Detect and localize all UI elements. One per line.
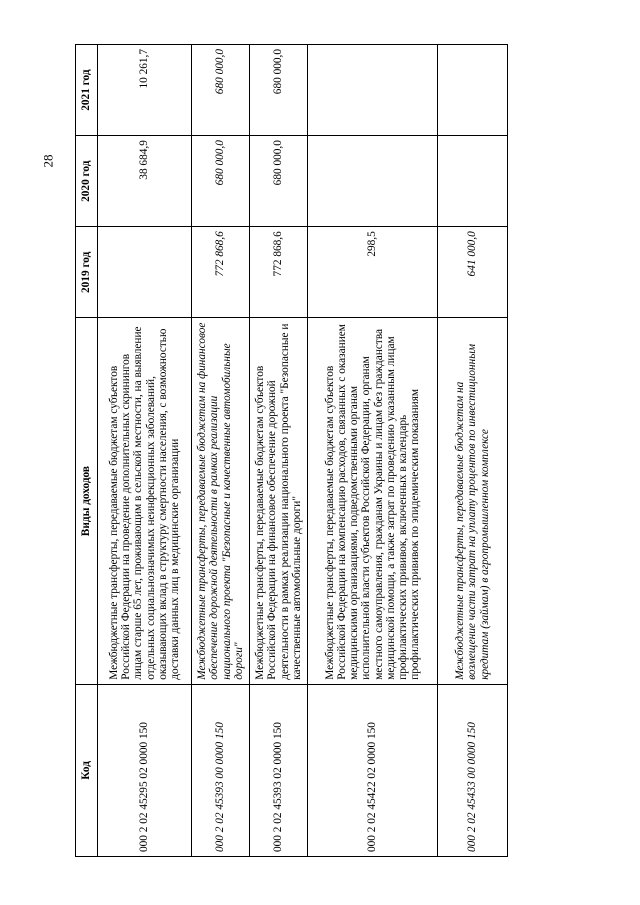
row-code: 000 2 02 45295 02 0000 150: [98, 684, 192, 856]
row-value-2019: 641 000,0: [438, 227, 508, 318]
row-revenue-type: Межбюджетные трансферты, передаваемые бюджетам субъектов Российской Федерации на компенсацию расходов, связанных с оказанием медицинскими организациями, подведомственными органам исполнительной власти субъектов Российской Федерации, органам местного самоуправления, гражданам Украины и лицам без гражданства медицинской помощи, а также затрат по проведению указанным лицам профилактических прививок, включенных в календарь профилактических прививок по эпидемическим показаниям: [308, 318, 438, 684]
header-2020: 2020 год: [76, 136, 98, 227]
table-row: [250, 45, 308, 857]
row-value-2021: 10 261,7: [98, 45, 192, 136]
row-value-2019: 772 868,6: [250, 227, 308, 318]
row-code: 000 2 02 45393 00 0000 150: [192, 684, 250, 856]
row-value-2021: 680 000,0: [192, 45, 250, 136]
revenue-table: [75, 44, 508, 857]
row-value-2021: 680 000,0: [250, 45, 308, 136]
row-value-2019: [98, 227, 192, 318]
row-value-2021: [438, 45, 508, 136]
table-header-row: [76, 45, 98, 857]
row-code: 000 2 02 45422 02 0000 150: [308, 684, 438, 856]
table-row: [308, 45, 438, 857]
row-value-2020: 38 684,9: [98, 136, 192, 227]
row-value-2020: 680 000,0: [192, 136, 250, 227]
table-row: [438, 45, 508, 857]
header-2021: 2021 год: [76, 45, 98, 136]
row-code: 000 2 02 45393 02 0000 150: [250, 684, 308, 856]
row-value-2020: [438, 136, 508, 227]
row-revenue-type: Межбюджетные трансферты, передаваемые бюджетам субъектов Российской Федерации на финансовое обеспечение дорожной деятельности в рамках реализации национального проекта "Безопасные и качественные автомобильные дороги": [250, 318, 308, 684]
header-2019: 2019 год: [76, 227, 98, 318]
table-row: [192, 45, 250, 857]
table-row: [98, 45, 192, 857]
row-value-2021: [308, 45, 438, 136]
revenue-table-wrapper: [75, 44, 504, 857]
row-value-2019: 772 868,6: [192, 227, 250, 318]
row-revenue-type: Межбюджетные трансферты, передаваемые бюджетам на возмещение части затрат на уплату процентов по инвестиционным кредитам (займам) в агропромышленном комплексе: [438, 318, 508, 684]
row-value-2019: 298,5: [308, 227, 438, 318]
header-code: Код: [76, 684, 98, 856]
page-number-text: 28: [40, 154, 55, 168]
row-code: 000 2 02 45433 00 0000 150: [438, 684, 508, 856]
row-revenue-type: Межбюджетные трансферты, передаваемые бюджетам на финансовое обеспечение дорожной деятельности в рамках реализации национального проекта "Безопасные и качественные автомобильные дороги": [192, 318, 250, 684]
row-value-2020: [308, 136, 438, 227]
page-number: [38, 141, 58, 181]
row-revenue-type: Межбюджетные трансферты, передаваемые бюджетам субъектов Российской Федерации на проведение дополнительных скринингов лицам старше 65 лет, проживающим в сельской местности, на выявление отдельных социальнозначимых неинфекционных заболеваний, оказывающих вклад в структуру смертности населения, с возможностью доставки данных лиц в медицинские организации: [98, 318, 192, 684]
header-revenue-type: Виды доходов: [76, 318, 98, 684]
row-value-2020: 680 000,0: [250, 136, 308, 227]
